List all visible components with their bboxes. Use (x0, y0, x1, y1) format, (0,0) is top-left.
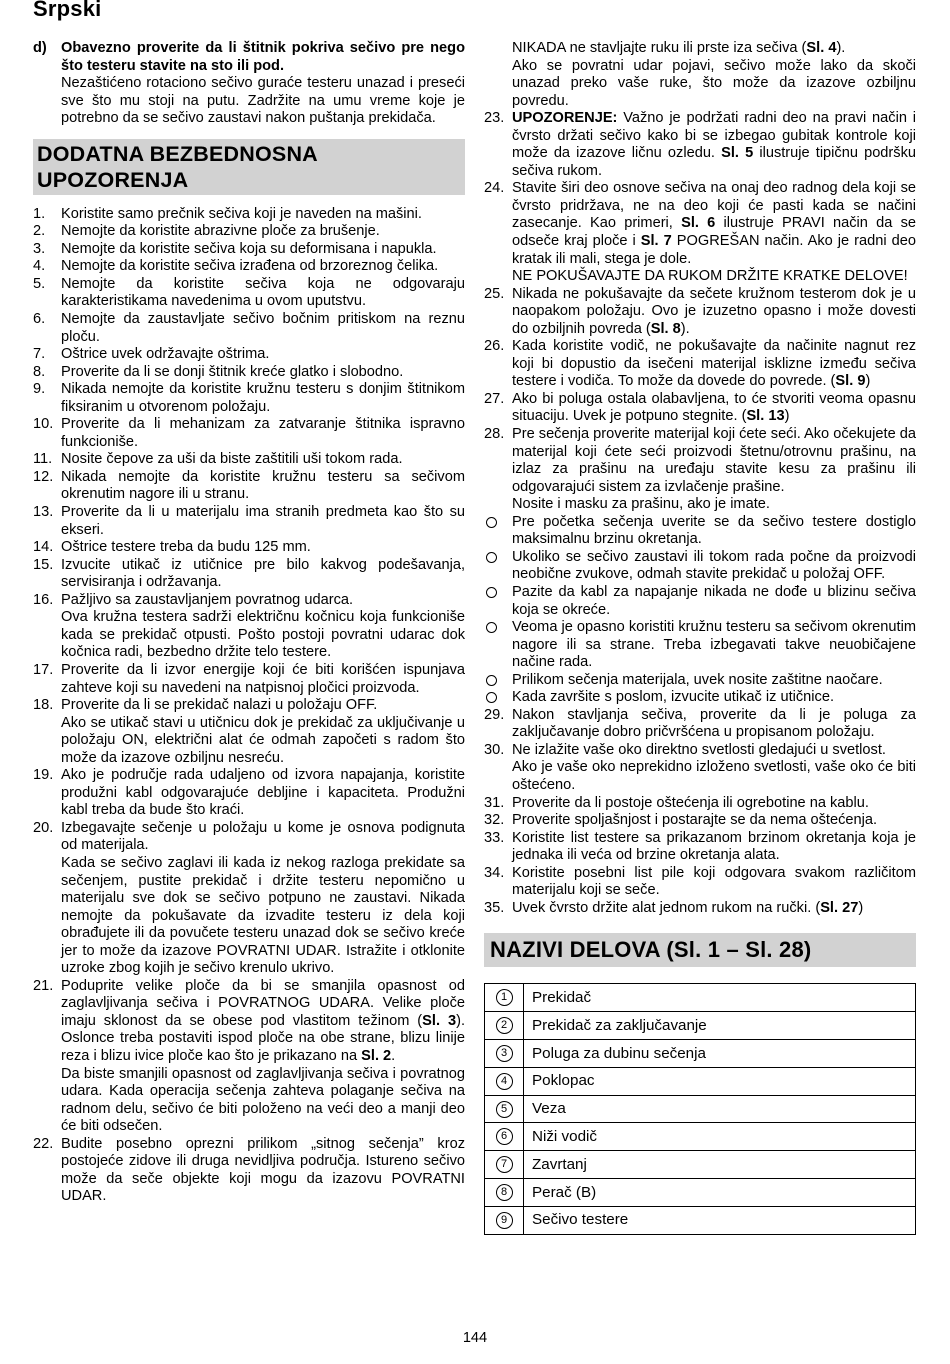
item-paragraph: Nemojte da koristite abrazivne ploče za brušenje. (61, 223, 380, 240)
list-item (33, 469, 465, 504)
figure-ref: Sl. 4 (806, 40, 837, 56)
list-item (484, 795, 916, 813)
list-item (33, 276, 465, 311)
table-row (485, 1039, 916, 1067)
item-text (61, 539, 465, 557)
item-text (512, 742, 916, 795)
list-item (484, 180, 916, 285)
part-number: 4 (496, 1073, 513, 1090)
part-number: 8 (496, 1184, 513, 1201)
item-text-part: ). (836, 40, 846, 56)
table-row (485, 984, 916, 1012)
list-item (33, 557, 465, 592)
item-number: 32. (484, 812, 505, 829)
item-text-part: Ako bi poluga ostala olabavljena, to će stvoriti veoma opasnu situaciju. Uvek je potpuno stegnite. ( (512, 390, 916, 425)
list-item (33, 820, 465, 978)
circle-bullet-icon (484, 549, 512, 584)
part-name: Perač (B) (524, 1178, 916, 1206)
item-text (512, 795, 916, 813)
item-text (61, 364, 465, 382)
item-text-part: ) (865, 373, 871, 390)
bullet-text: Kada završite s poslom, izvucite utikač iz utičnice. (512, 689, 835, 706)
list-item (33, 364, 465, 382)
figure-ref: Sl. 8 (650, 320, 681, 337)
item-text (61, 241, 465, 259)
part-name: Niži vodič (524, 1123, 916, 1151)
item-paragraph: Koristite list testere sa prikazanom brzinom okretanja koja je jednaka ili veća od brzine okretanja alata. (512, 829, 916, 864)
item-paragraph: Ova kružna testera sadrži električnu kočnicu koja funkcioniše kada se prekidač otpusti. Pošto postoji povratni udarac dok kočnica radi, bezbedno držite telo testere. (61, 609, 465, 661)
item-text-part: ilustruje PRAVI način da se odseče kraj ploče i (512, 215, 916, 250)
item-text (61, 662, 465, 697)
item-paragraph: Ako je područje rada udaljeno od izvora napajanja, koristite produžni kabl odgovarajuće debljine i kapaciteta. Produžni kabl treba da bude što kraći. (61, 767, 465, 819)
list-item (484, 110, 916, 180)
item-paragraph: Ne izlažite vaše oko direktno svetlosti gledajući u svetlost. (512, 741, 886, 758)
table-row (485, 1206, 916, 1234)
item-paragraph: Oštrice uvek održavajte oštrima. (61, 346, 270, 363)
item-paragraph: Ako se povratni udar pojavi, sečivo može lako da skoči unazad preko vaše ruke, što može da izazove ozbiljnu povredu. (512, 57, 916, 109)
bullet-text: Veoma je opasno koristiti kružnu testeru sa sečivom okrenutim nagore ili sa strane. Treba izbegavati takve neuobičajene načine rada. (512, 619, 916, 671)
part-number: 1 (496, 989, 513, 1006)
item-number: 12. (33, 468, 54, 485)
item-number: 2. (33, 223, 46, 240)
item-text (512, 865, 916, 900)
bullet-item (484, 549, 916, 584)
item-text-part: NIKADA ne stavljajte ruku ili prste iza sečiva ( (512, 40, 807, 56)
item-number: 10. (33, 416, 54, 433)
item-paragraph: Nakon stavljanja sečiva, proverite da li je poluga za zaključavanje dobro pričvršćena u propisanom položaju. (512, 706, 916, 741)
list-item (33, 978, 465, 1136)
item-paragraph: Nemojte da koristite sečiva izrađena od brzoreznog čelika. (61, 258, 439, 275)
item-number: 1. (33, 205, 46, 222)
item-text (512, 900, 916, 918)
item-number: 7. (33, 346, 46, 363)
list-item (484, 865, 916, 900)
table-row (485, 1067, 916, 1095)
bullet-item (484, 689, 916, 707)
item-text-part: Kada koristite vodič, ne pokušavajte da načinite nagnut rez koji bi dopustio da isečeni materijal isklizne između sečiva testere i vodiča. To može da dovede do povrede. ( (512, 338, 916, 390)
bullet-item (484, 672, 916, 690)
item-paragraph: Ako se utikač stavi u utičnicu dok je prekidač za uključivanje u položaju ON, električni alat će odmah započeti s radom što može da izazove ozbiljnu nesreću. (61, 714, 465, 766)
item-text (512, 426, 916, 514)
part-name: Veza (524, 1095, 916, 1123)
part-name: Prekidač (524, 984, 916, 1012)
list-item (33, 539, 465, 557)
item-paragraph: Proverite spoljašnjost i postarajte se da nema oštećenja. (512, 812, 878, 829)
bullet-text: Pre početka sečenja uverite se da sečivo testere dostiglo maksimalnu brzinu okretanja. (512, 513, 916, 548)
safety-list (484, 707, 916, 900)
item-number: 34. (484, 864, 505, 881)
item-number: 28. (484, 426, 505, 443)
item-number: 4. (33, 258, 46, 275)
figure-ref: Sl. 27 (820, 899, 859, 916)
list-item (484, 338, 916, 391)
item-paragraph: Izvucite utikač iz utičnice pre bilo kakvog podešavanja, servisiranja i održavanja. (61, 556, 465, 591)
list-item (33, 451, 465, 469)
item-text (61, 258, 465, 276)
item-number: 31. (484, 794, 505, 811)
item-paragraph: Pre sečenja proverite materijal koji ćete seći. Ako očekujete da materijal koji ćete seći proizvodi štetnu/otrovnu prašinu, na izlaz za prašinu na uređaju stavite kesu za prašinu ili odgovarajući sistem za izvlačenje prašine. (512, 426, 916, 495)
list-item (484, 900, 916, 918)
item-text (512, 180, 916, 285)
item-number: 21. (33, 977, 54, 994)
item-paragraph: Nemojte da koristite sečiva koja ne odgovaraju karakteristikama navedenima u ovom uputstvu. (61, 275, 465, 310)
list-item (484, 426, 916, 514)
item-text (512, 830, 916, 865)
list-item (33, 697, 465, 767)
item-text (512, 110, 916, 180)
figure-ref: Sl. 9 (835, 373, 866, 390)
item-number: 5. (33, 275, 46, 292)
item-text (61, 820, 465, 978)
item-paragraph: Da biste smanjili opasnost od zaglavljivanja sečiva i povratnog udara. Kada operacija sečenja zahteva polaganje sečiva na radnom delu, sečivo će biti položeno na veći deo a manji deo će biti odsečen. (61, 1065, 465, 1135)
item-text (512, 707, 916, 742)
item-number: 35. (484, 899, 505, 916)
item-number: 11. (33, 451, 53, 468)
item-text-part: ) (784, 408, 790, 425)
list-item (33, 223, 465, 241)
item-paragraph: Kada se sečivo zaglavi ili kada iz nekog razloga prekidate sa sečenjem, pustite prekidač i držite testeru nepomično u materijalu sve dok se sečivo potpuno ne zaustavi. Nikada nemojte da pokušavate da izvadite testeru iz dela koji obrađujete ili da povučete testeru unazad dok se sečivo kreće jer to može da izazove POVRATNI UDAR. Istražite i otklonite uzroke zbog kojih je sečivo krenulo ukrivo. (61, 854, 465, 977)
item-paragraph: Proverite da li izvor energije koji će biti korišćen ispunjava zahteve koji su navedeni na natpisnoj pločici proizvoda. (61, 661, 465, 696)
item-paragraph: NE POKUŠAVAJTE DA RUKOM DRŽITE KRATKE DELOVE! (512, 268, 908, 285)
item-paragraph: Proverite da li se donji štitnik kreće glatko i slobodno. (61, 363, 404, 380)
item-paragraph: Ako je vaše oko neprekidno izloženo svetlosti, vaše oko će biti oštećeno. (512, 759, 916, 793)
item-number: 20. (33, 819, 54, 836)
item-paragraph: Nezaštićeno rotaciono sečivo guraće testeru unazad i preseći sve što mu stoji na putu. Zadržite na umu vreme koje je potrebno da se sečivo zaustavi nakon puštanja prekidača. (61, 75, 465, 127)
part-name: Poklopac (524, 1067, 916, 1095)
item-text (61, 504, 465, 539)
item-paragraph: Nemojte da koristite sečiva koja su deformisana i napukla. (61, 240, 437, 257)
list-item (33, 1136, 465, 1206)
item-text (61, 223, 465, 241)
item-text (61, 451, 465, 469)
item-paragraph: Izbegavajte sečenje u položaju u kome je osnova podignuta od materijala. (61, 819, 465, 854)
item-text (61, 592, 465, 662)
figure-ref: Sl. 7 (640, 233, 672, 250)
item-text (61, 557, 465, 592)
item-number: 26. (484, 338, 505, 355)
item-text (61, 416, 465, 451)
page-number: 144 (462, 1330, 488, 1346)
bullet-text: Pazite da kabl za napajanje nikada ne dođe u blizinu sečiva koja se okreće. (512, 583, 916, 618)
item-text-part: ) (858, 899, 864, 916)
item-number: 22. (33, 1135, 54, 1152)
figure-ref: Sl. 6 (681, 215, 716, 232)
list-item (33, 381, 465, 416)
list-item (484, 830, 916, 865)
item-paragraph: Pažljivo sa zaustavljanjem povratnog udarca. (61, 591, 354, 608)
item-text-part: ilustruje tipičnu podršku sečiva rukom. (512, 145, 916, 179)
part-number: 9 (496, 1212, 513, 1229)
item-text (512, 338, 916, 391)
item-number: 9. (33, 381, 46, 398)
item-text (512, 391, 916, 426)
item-number: d) (33, 40, 47, 56)
item-paragraph: Proverite da li se prekidač nalazi u položaju OFF. (61, 697, 378, 714)
item-text (61, 767, 465, 820)
language-title: Srpski (33, 0, 102, 21)
item-paragraph: Nosite čepove za uši da biste zaštitili uši tokom rada. (61, 451, 403, 468)
list-item (484, 812, 916, 830)
item-paragraph: Oštrice testere treba da budu 125 mm. (61, 539, 311, 556)
item-text (512, 286, 916, 339)
item-number: 29. (484, 706, 505, 723)
item-text (61, 40, 465, 128)
table-row (485, 1012, 916, 1040)
item-paragraph: Koristite posebni list pile koji odgovara svakom različitom materijalu koji se seče. (512, 864, 916, 899)
part-name: Prekidač za zaključavanje (524, 1012, 916, 1040)
item-number: 3. (33, 240, 46, 257)
warning-label: UPOZORENJE: (512, 110, 618, 127)
list-item (484, 391, 916, 426)
list-item (33, 241, 465, 259)
item-text (61, 381, 465, 416)
item-text-part: Važno je podržati radni deo na pravi način i čvrsto držati sečivo kako bi se izbegao gubitak kontrole koji može da izazove ličnu ozledu. (512, 110, 916, 162)
figure-ref: Sl. 2 (361, 1047, 392, 1064)
item-paragraph: Nikada nemojte da koristite kružnu testeru sa sečivom okrenutim nagore ili u stranu. (61, 468, 465, 503)
table-row (485, 1095, 916, 1123)
item-text-part: Poduprite velike ploče da bi se smanjila opasnost od zaglavljivanja sečiva i POVRATNOG UDARA. Velike ploče imaju sklonost da se obese pod vlastitom težinom ( (61, 977, 465, 1029)
item-number: 16. (33, 591, 54, 608)
figure-ref: Sl. 5 (721, 145, 754, 162)
part-number: 6 (496, 1128, 513, 1145)
item-text (61, 469, 465, 504)
bullet-item (484, 514, 916, 549)
part-number: 2 (496, 1017, 513, 1034)
circle-bullet-icon (484, 672, 512, 690)
item-paragraph: Proverite da li mehanizam za zatvaranje štitnika ispravno funkcioniše. (61, 416, 465, 450)
item-number: 23. (484, 110, 505, 127)
item-paragraph: Nemojte da zaustavljate sečivo bočnim pritiskom na reznu ploču. (61, 311, 465, 345)
bullet-item (484, 619, 916, 672)
item-paragraph: Nikada nemojte da koristite kružnu testeru s donjim štitnikom fiksiranim u otvorenom položaju. (61, 381, 465, 415)
bullet-text: Ukoliko se sečivo zaustavi ili tokom rada počne da proizvodi neobične zvukove, odmah stavite prekidač u položaj OFF. (512, 548, 916, 583)
item-paragraph: Proverite da li postoje oštećenja ili ogrebotine na kablu. (512, 794, 869, 811)
item-text-part: . (391, 1047, 396, 1064)
list-item (33, 592, 465, 662)
item-paragraph: Koristite samo prečnik sečiva koji je naveden na mašini. (61, 205, 422, 222)
list-item (484, 286, 916, 339)
item-number: 24. (484, 180, 505, 197)
item-text (61, 276, 465, 311)
item-text (61, 311, 465, 346)
item-number: 8. (33, 363, 46, 380)
item-text-part: ). (680, 320, 690, 337)
item-number: 27. (484, 390, 505, 407)
list-item-continuation (484, 40, 916, 110)
item-number: 13. (33, 504, 54, 521)
item-number: 25. (484, 285, 505, 302)
circle-bullet-icon (484, 689, 512, 707)
circle-bullet-icon (484, 514, 512, 549)
list-item (33, 504, 465, 539)
list-item (33, 346, 465, 364)
list-item (33, 206, 465, 224)
bullet-list (484, 514, 916, 707)
item-text-part: Nikada ne pokušavajte da sečete kružnom testerom dok je u naopakom položaju. Ovo je izuzetno opasno i može dovesti do ozbiljnih povreda ( (512, 285, 916, 337)
table-row (485, 1123, 916, 1151)
table-row (485, 1178, 916, 1206)
bullet-text: Prilikom sečenja materijala, uvek nosite zaštitne naočare. (512, 671, 883, 688)
part-name: Sečivo testere (524, 1206, 916, 1234)
item-paragraph: Nosite i masku za prašinu, ako je imate. (512, 496, 770, 513)
item-text-part: Stavite širi deo osnove sečiva na onaj deo radnog dela koji se čvrsto pridržava, ne na deo koji će pasti kada se načini zasecanje. Kao primeri, (512, 180, 916, 232)
safety-list (33, 206, 465, 978)
item-text (512, 812, 916, 830)
part-name: Zavrtanj (524, 1151, 916, 1179)
item-number: 15. (33, 556, 54, 573)
list-item (33, 767, 465, 820)
bullet-item (484, 584, 916, 619)
part-name: Poluga za dubinu sečenja (524, 1039, 916, 1067)
left-column (33, 40, 465, 1206)
item-number: 30. (484, 741, 505, 758)
item-number: 14. (33, 539, 54, 556)
parts-table (484, 983, 916, 1234)
item-text-part: Uvek čvrsto držite alat jednom rukom na ručki. ( (512, 899, 821, 916)
right-column (484, 40, 916, 1235)
item-text (61, 346, 465, 364)
part-number: 3 (496, 1045, 513, 1062)
figure-ref: Sl. 3 (422, 1012, 457, 1029)
list-item (33, 662, 465, 697)
item-number: 6. (33, 311, 46, 328)
item-text (61, 697, 465, 767)
list-item (33, 258, 465, 276)
table-row (485, 1151, 916, 1179)
item-d (33, 40, 465, 128)
item-text (61, 978, 465, 1136)
list-item (484, 707, 916, 742)
list-item (484, 742, 916, 795)
part-number: 5 (496, 1101, 513, 1118)
figure-ref: Sl. 13 (746, 408, 785, 425)
list-item (33, 311, 465, 346)
item-text: Budite posebno oprezni prilikom „sitnog sečenja” kroz postojeće zidove ili druga nevidljiva područja. Isturenо sečivo može da seče objekte koji mogu da izazovu POVRATNI UDAR. (61, 1135, 465, 1205)
item-number: 17. (33, 661, 54, 678)
item-text-part: POGREŠAN način. Ako je radni deo kratak ili mali, stega je dole. (512, 233, 916, 267)
section-heading-parts: NAZIVI DELOVA (Sl. 1 – Sl. 28) (484, 933, 916, 967)
list-item (33, 416, 465, 451)
item-text-part: ). Oslonce treba postaviti ispod ploče na obe strane, blizu linije reza i blizu ivice ploče kao što je prikazano na (61, 1012, 465, 1064)
circle-bullet-icon (484, 584, 512, 619)
item-bold-text: Obavezno proverite da li štitnik pokriva sečivo pre nego što testeru stavite na sto ili pod. (61, 40, 465, 74)
item-number: 19. (33, 767, 54, 784)
item-paragraph: Proverite da li u materijalu ima stranih predmeta kao što su ekseri. (61, 504, 465, 538)
item-text (512, 40, 916, 110)
circle-bullet-icon (484, 619, 512, 672)
item-text (61, 206, 465, 224)
section-heading-safety: DODATNA BEZBEDNOSNA UPOZORENJA (33, 139, 465, 195)
part-number: 7 (496, 1156, 513, 1173)
item-number: 18. (33, 697, 54, 714)
item-number: 33. (484, 829, 505, 846)
